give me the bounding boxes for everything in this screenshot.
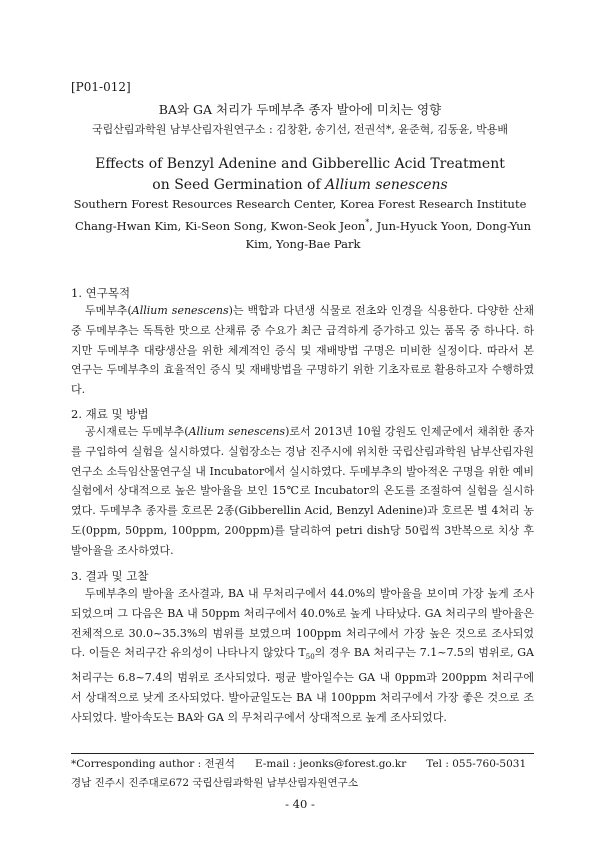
poster-code: [P01-012] [71,80,131,94]
english-title-species: Allium senescens [325,177,448,193]
section-2-heading: 2. 재료 및 방법 [71,407,149,421]
correspondence-row [71,755,534,774]
section-1-body [71,301,534,400]
english-authors [64,214,542,253]
english-title-line2-pre: on Seed Germination of [152,177,326,193]
section-2-body [71,422,534,561]
corresponding-mark: * [365,218,370,227]
section-2-pre: 공시재료는 두메부추( [85,425,189,438]
korean-authors: 국립산림과학원 남부산림자원연구소 : 김창환, 송기선, 전권석*, 윤준혁, 김동윤, 박용배 [92,123,508,136]
corresponding-author: *Corresponding author : 전권석 [71,758,235,770]
english-authors-pre: Chang-Hwan Kim, Ki-Seon Song, Kwon-Seok Jeon [74,218,366,233]
section-3-pre: 두메부추의 발아율 조사결과, BA 내 무처리구에서 44.0%의 발아율을 보이며 가장 높게 조사되었으며 그 다음은 BA 내 50ppm 처리구에서 40.0%로 높게 나타났다. GA 처리구의 발아율은 전체적으로 30.0~35.3%의 범위를 보였으며 100ppm 처리구에서 가장 높은 것으로 조사되었다. 이들은 처리구간 유의성이 나타나지 않았다 T [71,587,534,660]
section-3-heading: 3. 결과 및 고찰 [71,569,149,583]
section-2-post: )로서 2013년 10월 강원도 인제군에서 채취한 종자를 구입하여 실험을 실시하였다. 실험장소는 경남 진주시에 위치한 국립산림과학원 남부산림자원연구소 소득임산물연구실 내 Incubator에서 실시하였다. 두메부추의 발아적온 구명을 위한 예비실험에서 상대적으로 높은 발아율을 보인 15℃로 Incubator의 온도를 조절하여 실험을 실시하였다. 두메부추 종자를 호르몬 2종(Gibberellin Acid, Benzyl Adenine)과 호르몬 별 4처리 농도(0ppm, 50ppm, 100ppm, 200ppm)를 달리하여 petri dish당 50립씩 3반복으로 치상 후 발아율을 조사하였다. [71,425,535,557]
korean-title: BA와 GA 처리가 두메부추 종자 발아에 미치는 영향 [158,102,442,117]
section-2-species: Allium senescens [188,425,286,438]
section-3-body [71,584,534,728]
english-title-line2 [0,175,600,196]
section-3-post: 의 경우 BA 처리구는 7.1~7.5의 범위로, GA 처리구는 6.8~7.4의 범위로 조사되었다. 평균 발아일수는 GA 내 0ppm과 200ppm 처리구에서 상대적으로 낮게 조사되었다. 발아균일도는 BA 내 100ppm 처리구에서 가장 좋은 것으로 조사되었다. 발아속도는 BA와 GA 의 무처리구에서 상대적으로 높게 조사되었다. [71,646,534,724]
telephone-text: Tel : 055-760-5031 [426,758,527,770]
correspondence-footnote [71,755,534,793]
section-3-subscript: 50 [305,653,315,662]
section-1-post: )는 백합과 다년생 식물로 전초와 인경을 식용한다. 다양한 산채 중 두메부추는 독특한 맛으로 산채류 중 수요가 최근 급격하게 증가하고 있는 품목 중 하나다. 하지만 두메부추 대량생산을 위한 체계적인 증식 및 재배방법 구명은 미비한 실정이다. 따라서 본 연구는 두메부추의 효율적인 증식 및 재배방법을 구명하기 위한 기초자료로 활용하고자 수행하였다. [71,304,534,397]
section-1-species: Allium senescens [131,304,229,317]
page-number: - 40 - [285,797,315,811]
email-text: E-mail : jeonks@forest.go.kr [254,758,407,770]
address-text: 경남 진주시 진주대로672 국립산림과학원 남부산림자원연구소 [71,777,358,789]
english-title-line1: Effects of Benzyl Adenine and Gibberellic Acid Treatment [95,156,505,172]
section-1-pre: 두메부추( [85,304,132,317]
english-authors-post: , Jun-Hyuck Yoon, Dong-Yun Kim, Yong-Bae Park [245,218,532,251]
english-institute: Southern Forest Resources Research Center, Korea Forest Research Institute [73,197,527,211]
section-1-heading: 1. 연구목적 [71,286,131,300]
footnote-divider [71,753,534,754]
english-title [0,154,600,196]
